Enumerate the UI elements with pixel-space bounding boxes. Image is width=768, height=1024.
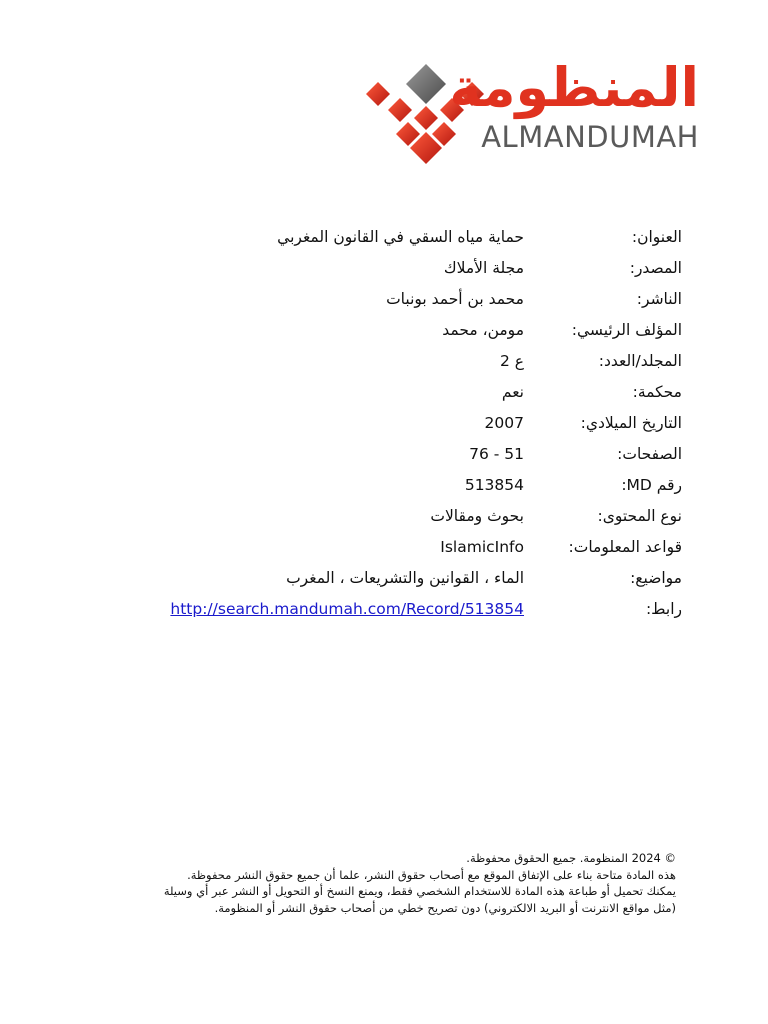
copyright-footer <box>60 850 676 916</box>
copyright-line: © 2024 المنظومة. جميع الحقوق محفوظة. <box>466 851 676 865</box>
row-peer-reviewed <box>100 377 690 408</box>
row-label: نوع المحتوى: <box>597 507 682 525</box>
row-label: رقم MD: <box>621 476 682 494</box>
row-date <box>100 408 690 439</box>
row-link <box>100 594 690 625</box>
row-label: مواضيع: <box>630 569 682 587</box>
row-pages <box>100 439 690 470</box>
usage-notice-line: يمكنك تحميل أو طباعة هذه المادة للاستخدام الشخصي فقط، ويمنع النسخ أو التحويل أو النشر عبر أي وسيلة <box>163 884 676 898</box>
row-main-author <box>100 315 690 346</box>
row-publisher <box>100 284 690 315</box>
row-md-number <box>100 470 690 501</box>
row-value: 513854 <box>464 476 524 494</box>
row-label: محكمة: <box>632 383 682 401</box>
row-label: العنوان: <box>631 228 682 246</box>
row-label: الناشر: <box>636 290 682 308</box>
row-label: المصدر: <box>629 259 682 277</box>
row-label: الصفحات: <box>617 445 682 463</box>
row-subjects <box>100 563 690 594</box>
row-label: التاريخ الميلادي: <box>580 414 682 432</box>
row-title <box>100 222 690 253</box>
row-value: 2007 <box>484 414 524 432</box>
row-label: قواعد المعلومات: <box>568 538 682 556</box>
usage-notice-line: (مثل مواقع الانترنت أو البريد الالكتروني) دون تصريح خطي من أصحاب حقوق النشر أو المنظومة. <box>214 900 676 915</box>
row-value: محمد بن أحمد بونبات <box>386 290 524 308</box>
row-value: IslamicInfo <box>440 538 524 556</box>
row-volume-issue <box>100 346 690 377</box>
rights-notice-line: هذه المادة متاحة بناء على الإتفاق الموقع مع أصحاب حقوق النشر، علما أن جميع حقوق النشر محفوظة. <box>187 867 676 882</box>
row-label: المجلد/العدد: <box>598 352 682 370</box>
row-value: نعم <box>501 383 524 401</box>
record-metadata <box>100 222 690 625</box>
logo-latin-wordmark: ALMANDUMAH <box>481 120 699 154</box>
row-value: ع 2 <box>499 352 524 370</box>
almandumah-logo <box>360 56 705 166</box>
row-value: مجلة الأملاك <box>443 259 524 277</box>
row-value: بحوث ومقالات <box>430 507 524 525</box>
row-value: مومن، محمد <box>442 321 524 339</box>
row-value: الماء ، القوانين والتشريعات ، المغرب <box>286 569 524 587</box>
row-databases <box>100 532 690 563</box>
row-source <box>100 253 690 284</box>
row-label: المؤلف الرئيسي: <box>571 321 682 339</box>
row-label: رابط: <box>645 600 682 618</box>
logo-arabic-wordmark: المنظومة <box>449 56 699 119</box>
row-value: حماية مياه السقي في القانون المغربي <box>277 228 524 246</box>
row-value: 51 - 76 <box>469 445 524 463</box>
row-content-type <box>100 501 690 532</box>
record-link[interactable]: http://search.mandumah.com/Record/513854 <box>170 600 524 618</box>
